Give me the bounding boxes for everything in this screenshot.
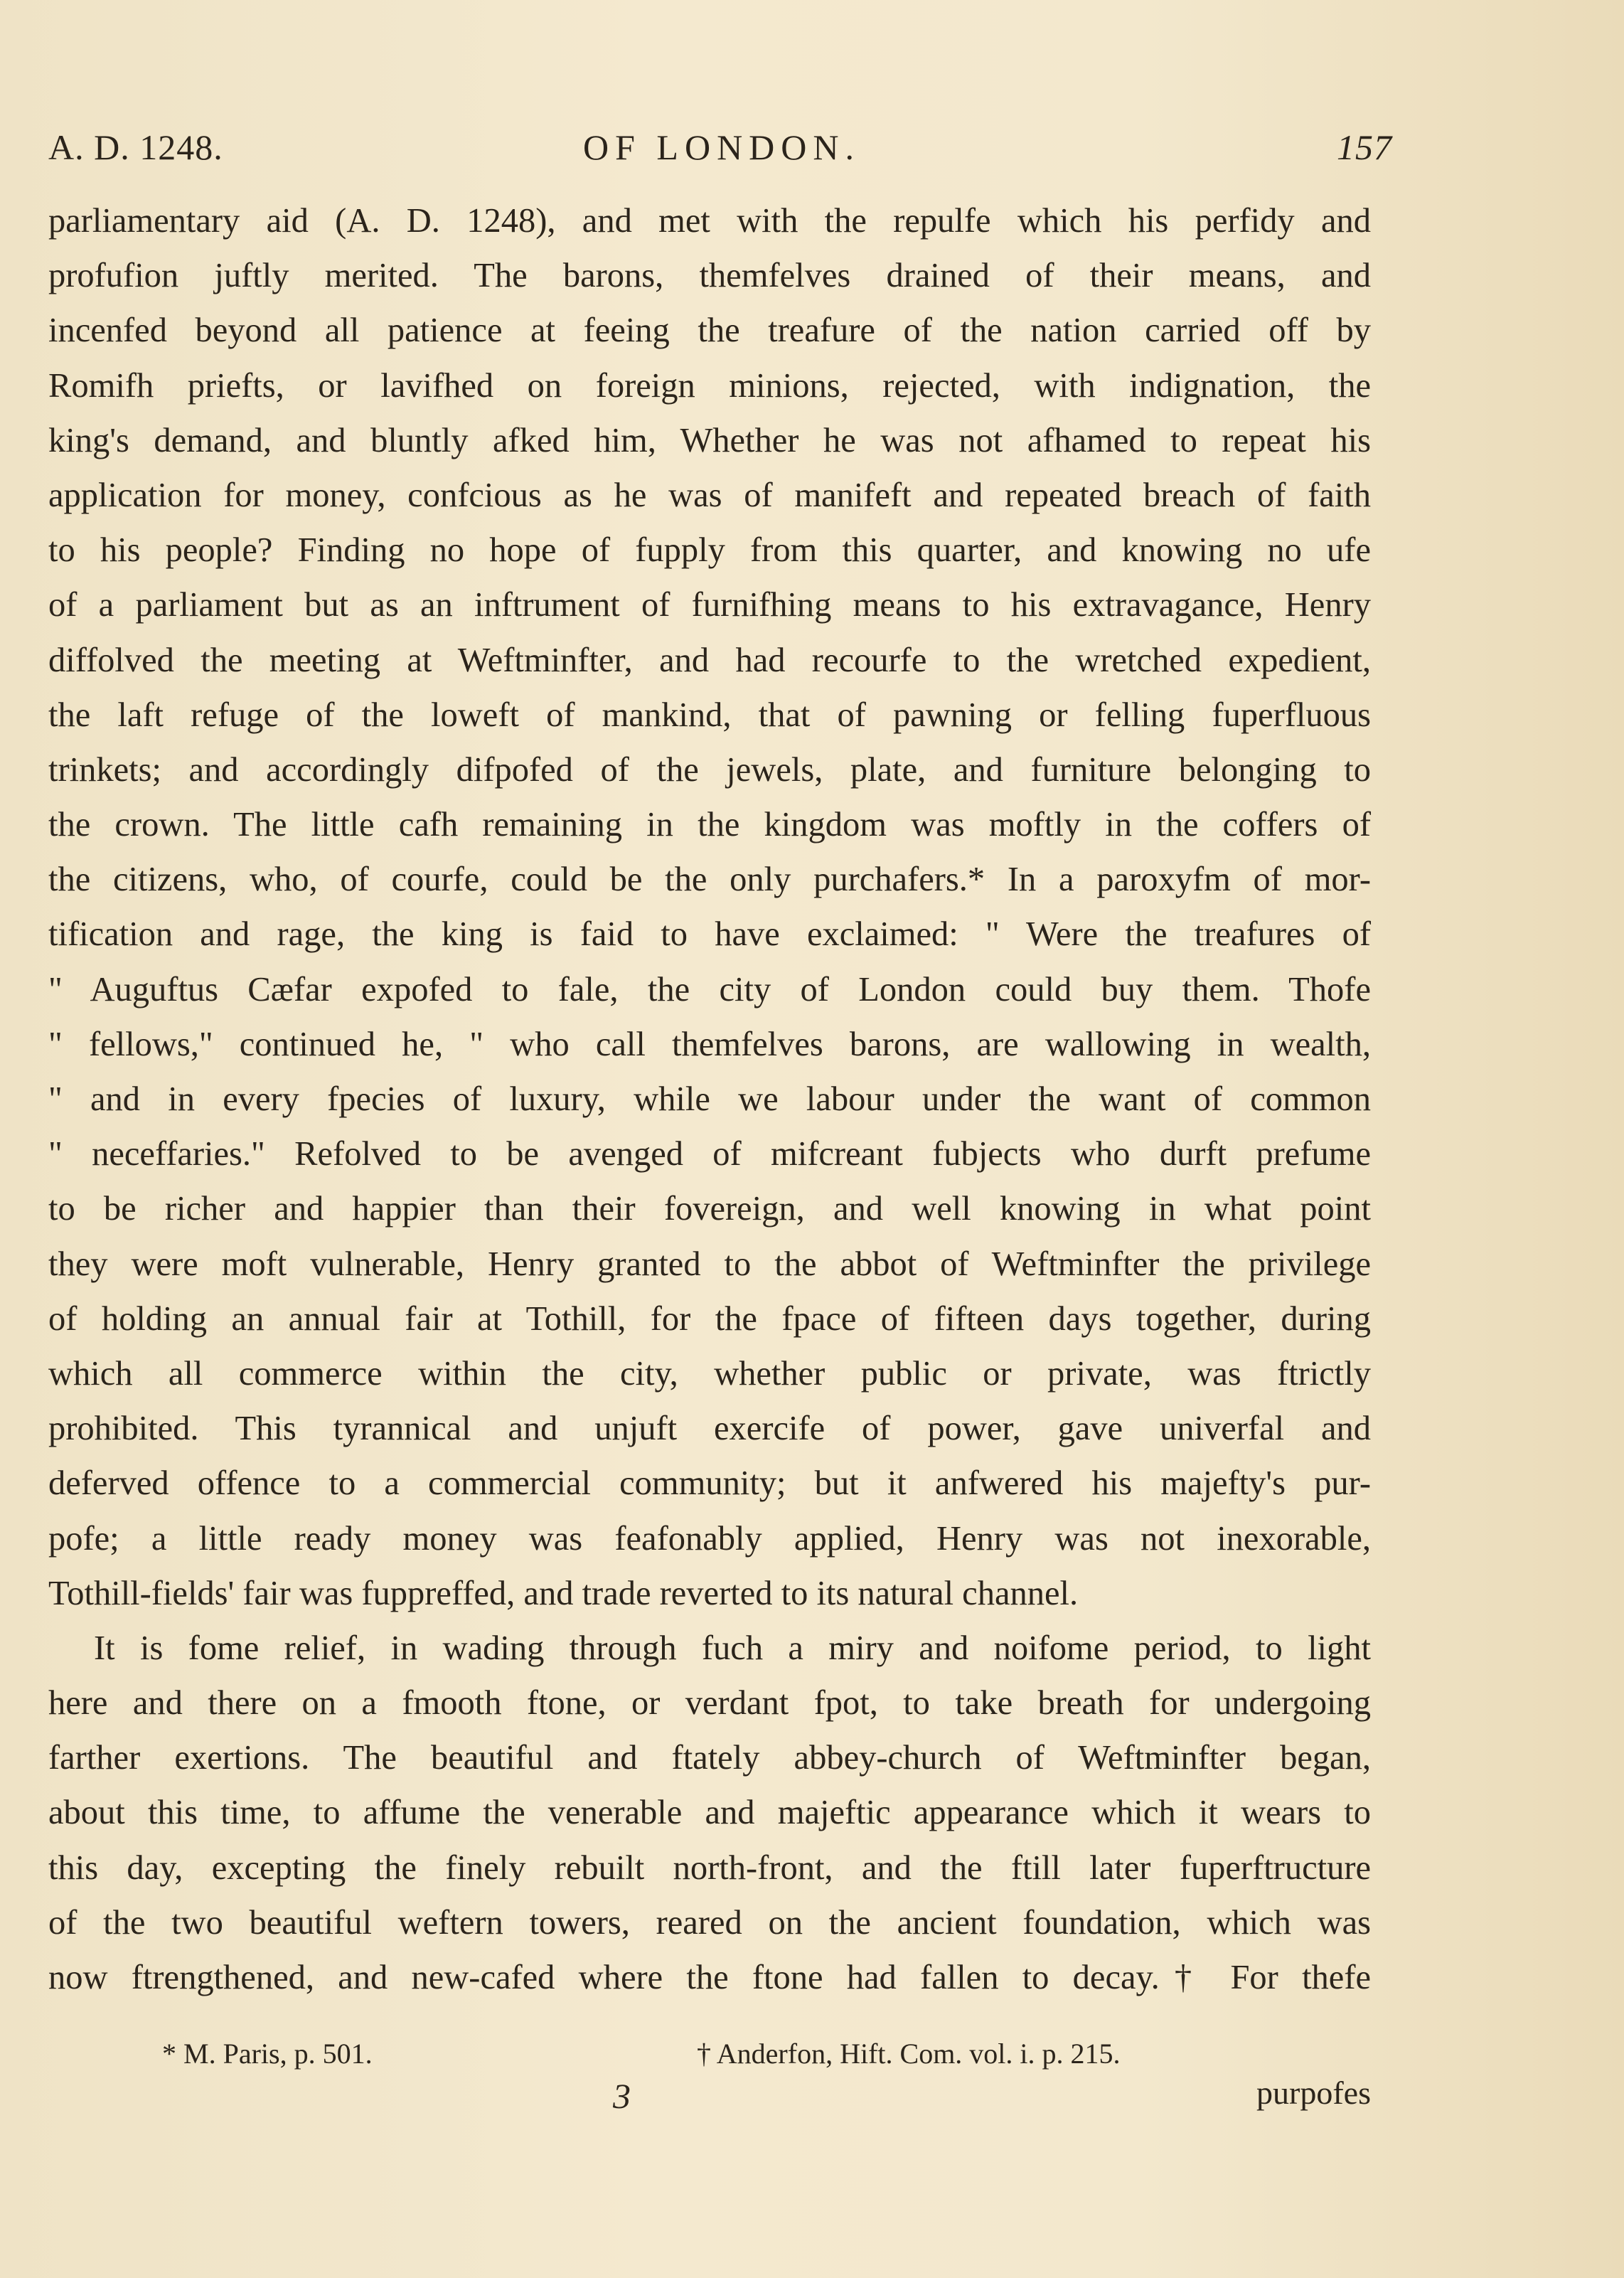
text-line: farther exertions. The beautiful and ftately abbey-church of Weftminfter began, bbox=[48, 1739, 1371, 1777]
footnote-2: † Anderfon, Hift. Com. vol. i. p. 215. bbox=[697, 2038, 1121, 2070]
text-line: application for money, confcious as he was of manifeft and repeated breach of faith bbox=[48, 476, 1371, 514]
text-line: trinkets; and accordingly difpofed of the jewels, plate, and furniture belonging to bbox=[48, 750, 1371, 789]
text-line: incenfed beyond all patience at feeing the treafure of the nation carried off by bbox=[48, 312, 1371, 350]
text-line: of the two beautiful weftern towers, reared on the ancient foundation, which was bbox=[48, 1903, 1371, 1942]
text-line: Romifh priefts, or lavifhed on foreign minions, rejected, with indignation, the bbox=[48, 366, 1371, 405]
text-line: about this time, to affume the venerable and majeftic appearance which it wears to bbox=[48, 1794, 1371, 1832]
text-line: of holding an annual fair at Tothill, for the fpace of fifteen days together, during bbox=[48, 1299, 1371, 1338]
text-line: " Auguftus Cæfar expofed to fale, the city of London could buy them. Thofe bbox=[48, 970, 1371, 1008]
header-year: A. D. 1248. bbox=[48, 127, 223, 167]
footnote-1: * M. Paris, p. 501. bbox=[162, 2038, 373, 2070]
text-line: this day, excepting the finely rebuilt north-front, and the ftill later fuperftructure bbox=[48, 1848, 1371, 1887]
text-line: the crown. The little cafh remaining in the kingdom was moftly in the coffers of bbox=[48, 806, 1371, 844]
catchword: purpofes bbox=[1256, 2075, 1371, 2111]
text-line: to be richer and happier than their fovereign, and well knowing in what point bbox=[48, 1190, 1371, 1228]
text-line: they were moft vulnerable, Henry granted to the abbot of Weftminfter the privilege bbox=[48, 1245, 1371, 1283]
text-line: " and in every fpecies of luxury, while we labour under the want of common bbox=[48, 1080, 1371, 1118]
paragraph-first-line: It is fome relief, in wading through fuch a miry and noifome period, to light bbox=[94, 1629, 1371, 1667]
text-line: which all commerce within the city, whether public or private, was ftrictly bbox=[48, 1354, 1371, 1393]
paragraph-last-line: Tothill-fields' fair was fuppreffed, and trade reverted to its natural channel. bbox=[48, 1574, 1079, 1612]
header-title: OF LONDON. bbox=[583, 127, 860, 167]
text-line: to his people? Finding no hope of fupply from this quarter, and knowing no ufe bbox=[48, 531, 1371, 570]
signature-mark: 3 bbox=[613, 2076, 631, 2116]
text-line: diffolved the meeting at Weftminfter, and had recourfe to the wretched expedient, bbox=[48, 641, 1371, 679]
footnotes bbox=[48, 2037, 1371, 2080]
text-line: profufion juftly merited. The barons, themfelves drained of their means, and bbox=[48, 257, 1371, 295]
text-line: pofe; a little ready money was feafonably applied, Henry was not inexorable, bbox=[48, 1519, 1371, 1558]
text-line: now ftrengthened, and new-cafed where the ftone had fallen to decay.† For thefe bbox=[48, 1959, 1371, 1996]
text-line: parliamentary aid (A. D. 1248), and met with the repulfe which his perfidy and bbox=[48, 202, 1371, 240]
text-line: king's demand, and bluntly afked him, Whether he was not afhamed to repeat his bbox=[48, 421, 1371, 459]
text-line: prohibited. This tyrannical and unjuft exercife of power, gave univerfal and bbox=[48, 1410, 1371, 1448]
text-line: " fellows," continued he, " who call themfelves barons, are wallowing in wealth, bbox=[48, 1025, 1371, 1063]
running-header bbox=[48, 127, 1392, 176]
text-line: here and there on a fmooth ftone, or verdant fpot, to take breath for undergoing bbox=[48, 1684, 1371, 1723]
text-line: of a parliament but as an inftrument of furnifhing means to his extravagance, Henry bbox=[48, 586, 1371, 624]
text-line: the laft refuge of the loweft of mankind, that of pawning or felling fuperfluous bbox=[48, 696, 1371, 734]
text-line: deferved offence to a commercial community; but it anfwered his majefty's pur- bbox=[48, 1464, 1371, 1503]
text-line: " neceffaries." Refolved to be avenged of mifcreant fubjects who durft prefume bbox=[48, 1135, 1371, 1173]
page-number: 157 bbox=[1337, 127, 1392, 167]
text-line: tification and rage, the king is faid to have exclaimed: " Were the treafures of bbox=[48, 915, 1371, 954]
body-text bbox=[48, 193, 1371, 2005]
text-line: the citizens, who, of courfe, could be the only purchafers.* In a paroxyfm of mor- bbox=[48, 861, 1371, 899]
